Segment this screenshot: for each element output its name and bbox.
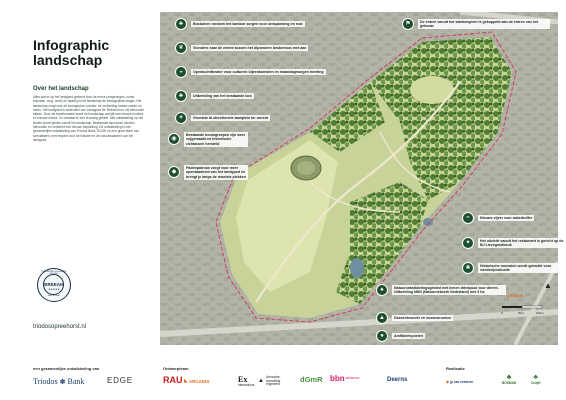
callout-text: Dassenheuvels en boomstronken bbox=[394, 315, 452, 320]
callout-text: Bestaande boomgroepen zijn weer vrijgemaakt en historische zichtassen hersteld bbox=[184, 132, 248, 147]
scale-label-50: 50m bbox=[518, 311, 524, 315]
dgmr-wordmark: dGmR bbox=[300, 375, 323, 384]
callout-openluchttheater bbox=[175, 66, 326, 78]
realisation-label: Realisatie bbox=[446, 366, 465, 371]
jp-van-eesteren-wordmark: jp van eesteren bbox=[450, 379, 474, 384]
scale-bar-segment-1 bbox=[502, 306, 522, 308]
scale-bar bbox=[500, 304, 546, 316]
office-building-roof bbox=[297, 161, 315, 175]
breeam-certification-badge bbox=[37, 268, 71, 302]
hills-icon: ▲ bbox=[376, 312, 388, 324]
north-arrow-icon: ▲ bbox=[544, 281, 552, 290]
ex-subtitle: interactions bbox=[238, 383, 255, 387]
bbn-wordmark: bbn bbox=[330, 374, 345, 383]
bosman-wordmark: BOSMAN bbox=[502, 381, 517, 385]
breeam-ring-text: OUTSTANDING SUSTAINABLE BUILDING bbox=[41, 271, 67, 275]
path-icon: ◆ bbox=[168, 166, 180, 178]
scale-bar-segment-2 bbox=[522, 306, 542, 308]
jp-van-eesteren-logo bbox=[446, 379, 473, 384]
arcadis-mark-icon: ◣ bbox=[184, 378, 188, 384]
garden-icon: ❀ bbox=[462, 262, 474, 274]
nature-icon: ♠ bbox=[376, 284, 388, 296]
ex-wordmark: Ex bbox=[238, 375, 248, 384]
callout-vlonders bbox=[175, 42, 308, 54]
callout-text: Vlonders naar de entree tussen het bijzondere beukenbos met aan bbox=[193, 45, 307, 50]
callout-boomgroepen bbox=[168, 132, 248, 147]
theater-icon: ◒ bbox=[175, 66, 187, 78]
callout-bostuinen bbox=[175, 18, 305, 30]
cruijff-wordmark: Cruijff bbox=[531, 381, 541, 385]
callout-vijver bbox=[462, 212, 534, 224]
callout-text: Padenpatroon zorgt voor meer openbaarheid van het landgoed en brengt je langs de mooiste plekken bbox=[184, 165, 248, 180]
collab-label: een gezamenlijke ontwikkeling van bbox=[33, 366, 100, 371]
entrance-icon: ⚑ bbox=[402, 18, 414, 30]
triodos-wordmark: Triodos bbox=[33, 377, 58, 386]
scale-label-0: 0 bbox=[501, 311, 503, 315]
deerns-logo bbox=[387, 377, 407, 383]
breeam-tag: BRE GLOBAL bbox=[48, 295, 60, 297]
triodos-dot-icon: ✽ bbox=[59, 378, 66, 386]
page-title bbox=[33, 38, 109, 68]
forest-icon: ♣ bbox=[175, 90, 187, 102]
ex-interactions-logo bbox=[238, 375, 254, 388]
callout-text: Nieuwe vijver voor waterbuffer bbox=[480, 215, 533, 220]
abt-logo bbox=[258, 376, 292, 387]
callout-text: Grootste bi-directionele laadplein ter wereld bbox=[193, 115, 269, 120]
callout-text: Openluchttheater voor culturele bijeenkomsten en maandagmorgen meeting bbox=[193, 69, 324, 74]
bird-icon: ✶ bbox=[175, 112, 187, 124]
callout-text: De entree vanuit het stationsplein is gekoppeld aan de entree van het gebouw bbox=[418, 19, 550, 30]
abt-wordmark: Arnoudse consulting engineers bbox=[265, 375, 281, 387]
frog-icon: ● bbox=[376, 330, 388, 342]
callout-uitzicht bbox=[462, 237, 566, 249]
callout-entree bbox=[402, 18, 550, 30]
callout-text: Bostuinen rondom het kantoor zorgen voor ontspanning en rust bbox=[193, 21, 303, 26]
callout-text: Amfibieënpoelen bbox=[394, 333, 423, 338]
rau-logo bbox=[163, 375, 183, 385]
callout-padenpatroon bbox=[168, 165, 248, 180]
view-icon: ✦ bbox=[462, 237, 474, 249]
breeam-stars: ★★★★★ bbox=[48, 288, 60, 291]
bbn-subtitle: adviseurs bbox=[345, 375, 360, 380]
edge-logo bbox=[107, 376, 133, 385]
callout-text: Uitbreiding van het bestaande bos bbox=[193, 93, 252, 98]
map-brand-label: ARCADIS bbox=[507, 294, 523, 298]
water-icon: ≈ bbox=[462, 212, 474, 224]
rau-wordmark: RAU bbox=[163, 375, 183, 385]
callout-text: Natuurontwikkelingsgebied met lemen drinkpool voor dieren. Uitbreiding NNN (Natuurnetwerk Nederland) met 3 ha bbox=[392, 285, 506, 296]
arcadis-wordmark: ARCADIS bbox=[188, 378, 210, 384]
cruijff-mark-icon: ♣ bbox=[533, 374, 538, 381]
breeam-name: BREEAM bbox=[44, 282, 64, 287]
pond bbox=[350, 258, 364, 278]
callout-dassenheuvels bbox=[376, 312, 453, 324]
bosman-mark-icon: ♣ bbox=[506, 374, 512, 381]
callout-laadplein bbox=[175, 112, 270, 124]
intro-heading: Over het landschap bbox=[33, 86, 89, 92]
cruijff-logo bbox=[531, 374, 540, 385]
intro-body: Alles wat er op het landgoed gebeurt door de mens (omgevingen, kunst, educatie, zorg, werk) en daarbij is het landschap de belangrijkste drager. Het landschap zorgt voor de ecologische corridor, de verbinding tussen natuur en mens. Het landgoed is onderdeel van Landgoed De Reehorst en zal behouden blijven. Door de transformatie wordt het landschap verrijkt met nieuwe functies en nieuwe natuur. Zo ontstaat er een levendig geheel. Alle ontwikkeling op het terrein wordt gezien vanuit het landschap. Bestaande structuren worden behouden en versterkt met nieuwe beplanting. De ontwikkeling is een gezamenlijke ontwikkeling van Triodos Bank, EDGE en een groot team van specialisten, met respect voor de historie en de natuurwaarden van het landgoed. bbox=[33, 95, 145, 142]
page-title-line-1: Infographic bbox=[33, 37, 110, 53]
edge-wordmark: EDGE bbox=[107, 376, 133, 385]
bank-wordmark: Bank bbox=[67, 377, 85, 386]
callout-bos bbox=[175, 90, 254, 102]
leaf-icon: ❦ bbox=[175, 42, 187, 54]
eye-icon: ◉ bbox=[168, 133, 180, 145]
design-team-label: Ontwerpteam bbox=[163, 366, 189, 371]
arcadis-logo bbox=[184, 378, 209, 384]
jp-mark-icon: ◆ bbox=[446, 379, 450, 384]
page-title-line-2: landschap bbox=[33, 52, 103, 68]
website-link[interactable]: triodosopreehorst.nl bbox=[33, 324, 87, 330]
callout-moestuin bbox=[462, 262, 566, 274]
callout-text: Historische moestuin wordt gebruikt voor voedselproductie bbox=[478, 263, 566, 274]
callout-natuurontwikkeling bbox=[376, 284, 506, 296]
callout-amfibieenpoelen bbox=[376, 330, 425, 342]
bosman-logo bbox=[502, 374, 516, 385]
deerns-wordmark: Deerns bbox=[387, 377, 408, 383]
tree-icon: ♣ bbox=[175, 18, 187, 30]
dgmr-logo bbox=[300, 375, 323, 384]
triodos-bank-logo bbox=[33, 377, 84, 386]
abt-mark-icon: ▲ bbox=[258, 378, 264, 385]
callout-text: Het uitzicht vanuit het restaurant is gericht op de BJ Lievegoedbeuk bbox=[478, 238, 566, 249]
scale-label-100: 100m bbox=[536, 311, 544, 315]
bbn-logo bbox=[330, 374, 359, 383]
